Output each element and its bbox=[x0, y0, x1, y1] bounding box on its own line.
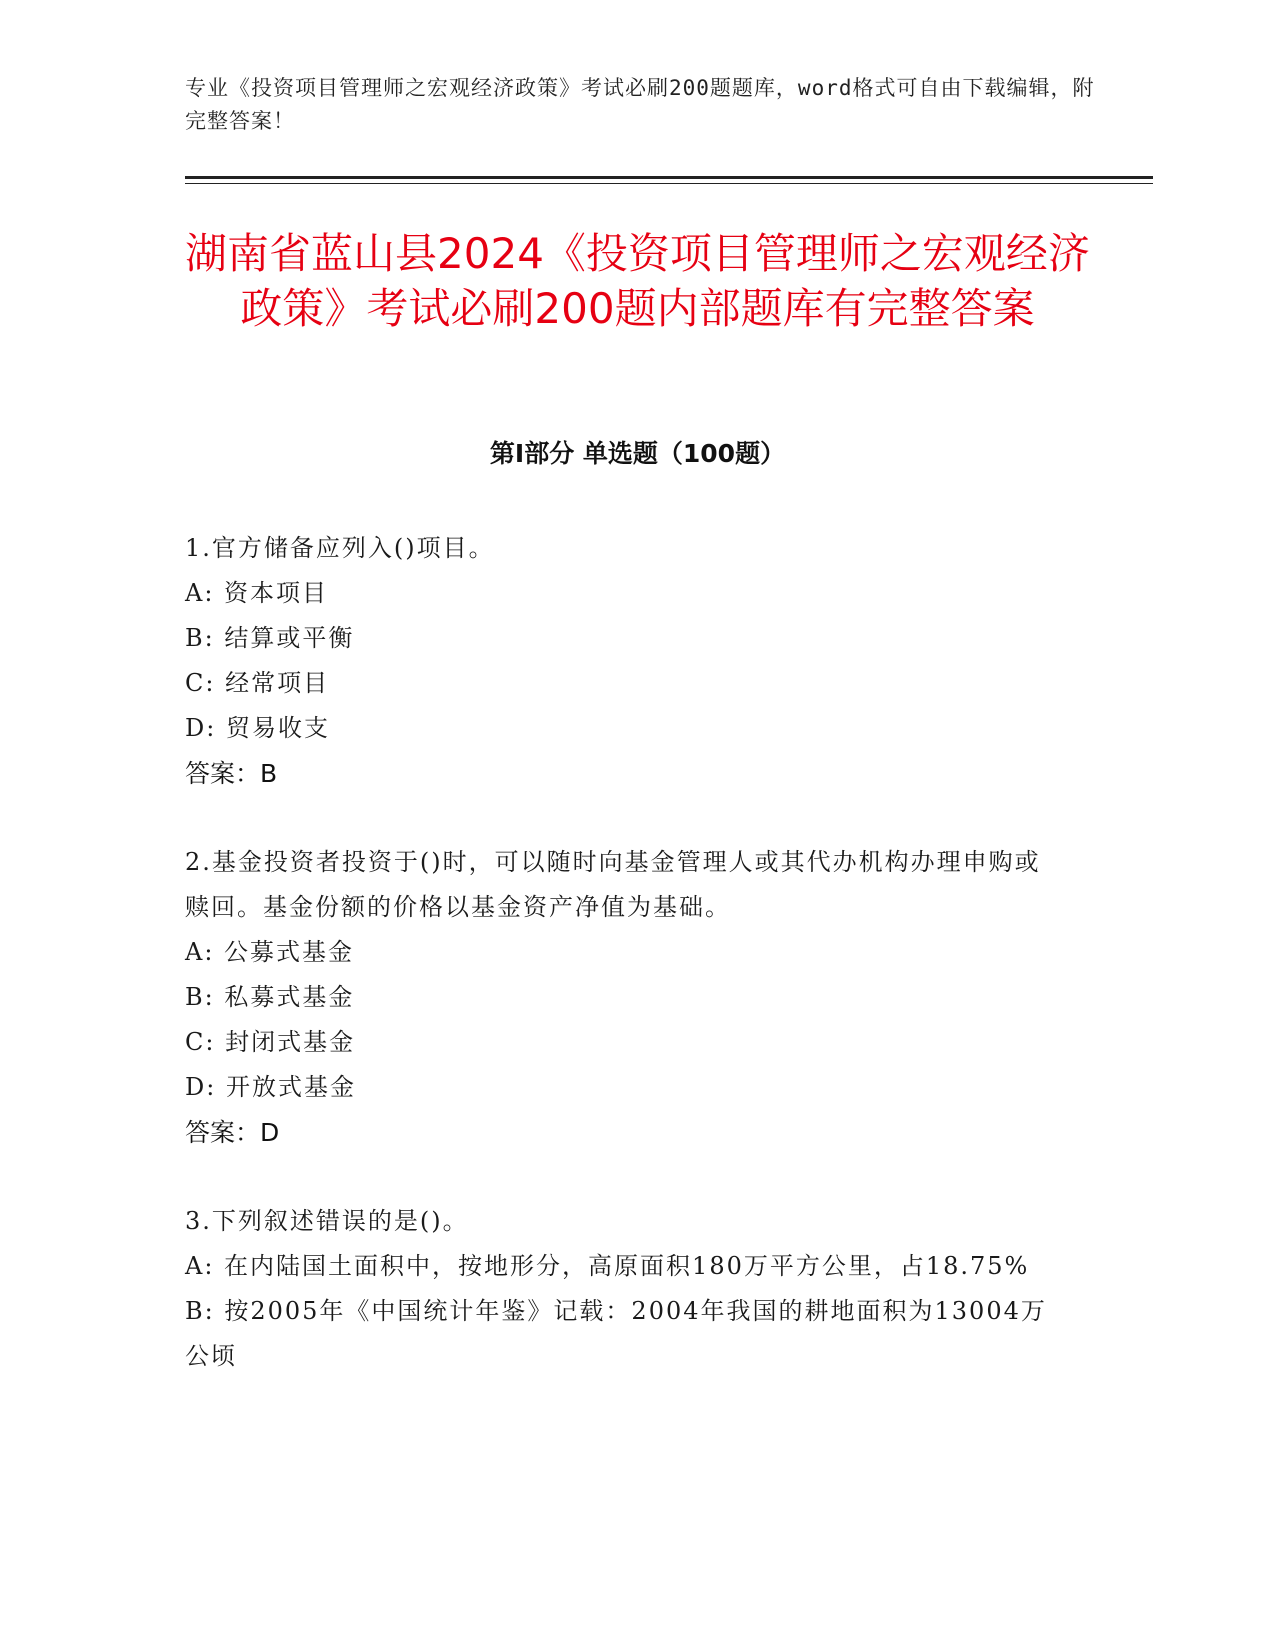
question-stem: 1.官方储备应列入()项目。 bbox=[185, 534, 495, 562]
question-list bbox=[185, 526, 1065, 1423]
answer-label: 答案： bbox=[185, 1118, 261, 1147]
answer-line bbox=[185, 1110, 1065, 1155]
question-stem: 2.基金投资者投资于()时，可以随时向基金管理人或其代办机构办理申购或赎回。基金份额的价格以基金资产净值为基础。 bbox=[185, 848, 1041, 921]
option-c: C: 封闭式基金 bbox=[185, 1028, 356, 1056]
option-d: D: 开放式基金 bbox=[185, 1073, 356, 1101]
section-title: 第Ⅰ部分 单选题（100题） bbox=[489, 439, 786, 468]
question-2 bbox=[185, 840, 1065, 1155]
question-3 bbox=[185, 1199, 1065, 1379]
option-d: D: 贸易收支 bbox=[185, 714, 330, 742]
option-a: A: 资本项目 bbox=[185, 579, 329, 607]
answer-line bbox=[185, 751, 1065, 796]
option-a: A: 在内陆国土面积中，按地形分，高原面积180万平方公里，占18.75% bbox=[185, 1252, 1030, 1280]
answer-label: 答案： bbox=[185, 759, 261, 788]
header-note: 专业《投资项目管理师之宏观经济政策》考试必刷200题题库，word格式可自由下载编辑，附完整答案！ bbox=[185, 76, 1095, 133]
option-b: B: 结算或平衡 bbox=[185, 624, 355, 652]
option-b: B: 私募式基金 bbox=[185, 983, 355, 1011]
header-divider-thick bbox=[185, 176, 1153, 179]
document-title: 湖南省蓝山县2024《投资项目管理师之宏观经济政策》考试必刷200题内部题库有完整答案 bbox=[185, 229, 1090, 333]
option-c: C: 经常项目 bbox=[185, 669, 330, 697]
option-a: A: 公募式基金 bbox=[185, 938, 355, 966]
answer-value: D bbox=[260, 1118, 280, 1147]
answer-value: B bbox=[260, 759, 278, 788]
question-stem: 3.下列叙述错误的是()。 bbox=[185, 1207, 469, 1235]
header-divider-thin bbox=[185, 183, 1153, 184]
option-b: B: 按2005年《中国统计年鉴》记载：2004年我国的耕地面积为13004万公顷 bbox=[185, 1297, 1047, 1370]
question-1 bbox=[185, 526, 1065, 796]
